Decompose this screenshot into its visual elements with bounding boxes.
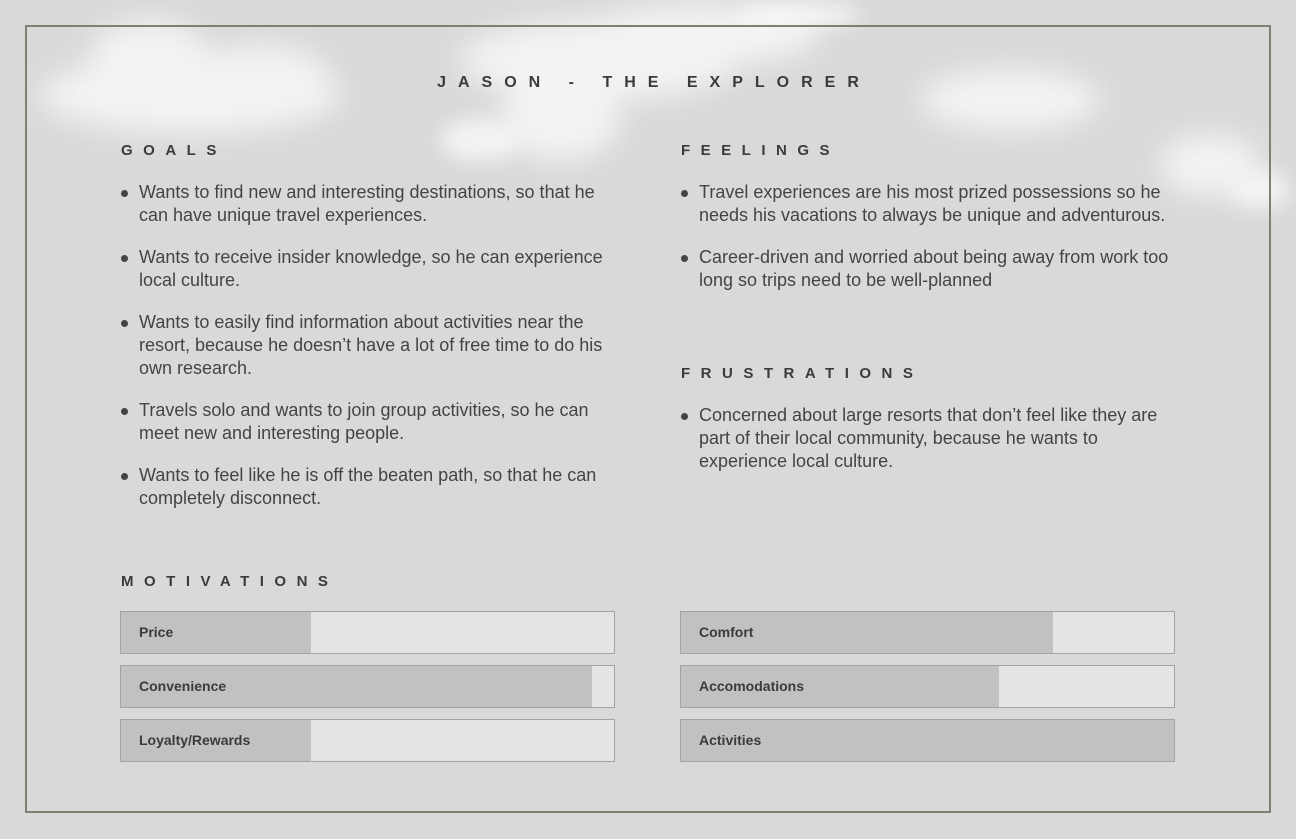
motivation-bar-label: Price xyxy=(139,624,174,640)
motivation-bar-price xyxy=(120,611,615,654)
frustrations-list xyxy=(680,404,1185,473)
motivation-bar-label: Loyalty/Rewards xyxy=(139,732,251,748)
feelings-list xyxy=(680,181,1185,292)
goal-item: Wants to feel like he is off the beaten path, so that he can completely disconnect. xyxy=(120,464,625,510)
motivation-bar-label: Accomodations xyxy=(699,678,805,694)
persona-title: JASON - THE EXPLORER xyxy=(437,74,871,91)
feelings-heading: FEELINGS xyxy=(681,142,841,159)
motivation-bar-loyalty-rewards xyxy=(120,719,615,762)
motivation-bar-label: Convenience xyxy=(139,678,227,694)
feeling-item: Travel experiences are his most prized possessions so he needs his vacations to always be unique and adventurous. xyxy=(680,181,1185,227)
motivation-bar-convenience xyxy=(120,665,615,708)
goal-item: Travels solo and wants to join group activities, so he can meet new and interesting people. xyxy=(120,399,625,445)
feeling-item: Career-driven and worried about being away from work too long so trips need to be well-planned xyxy=(680,246,1185,292)
motivation-bar-label: Activities xyxy=(699,732,762,748)
goals-list xyxy=(120,181,625,510)
motivation-bar-activities xyxy=(680,719,1175,762)
frustrations-heading: FRUSTRATIONS xyxy=(681,365,924,382)
motivation-bar-accomodations xyxy=(680,665,1175,708)
motivation-bar-label: Comfort xyxy=(699,624,754,640)
goal-item: Wants to find new and interesting destinations, so that he can have unique travel experiences. xyxy=(120,181,625,227)
goals-heading: GOALS xyxy=(121,142,227,159)
motivation-bar-comfort xyxy=(680,611,1175,654)
goal-item: Wants to receive insider knowledge, so he can experience local culture. xyxy=(120,246,625,292)
goal-item: Wants to easily find information about activities near the resort, because he doesn’t have a lot of free time to do his own research. xyxy=(120,311,625,380)
frustration-item: Concerned about large resorts that don’t feel like they are part of their local community, because he wants to experience local culture. xyxy=(680,404,1185,473)
motivations-heading: MOTIVATIONS xyxy=(121,573,339,590)
